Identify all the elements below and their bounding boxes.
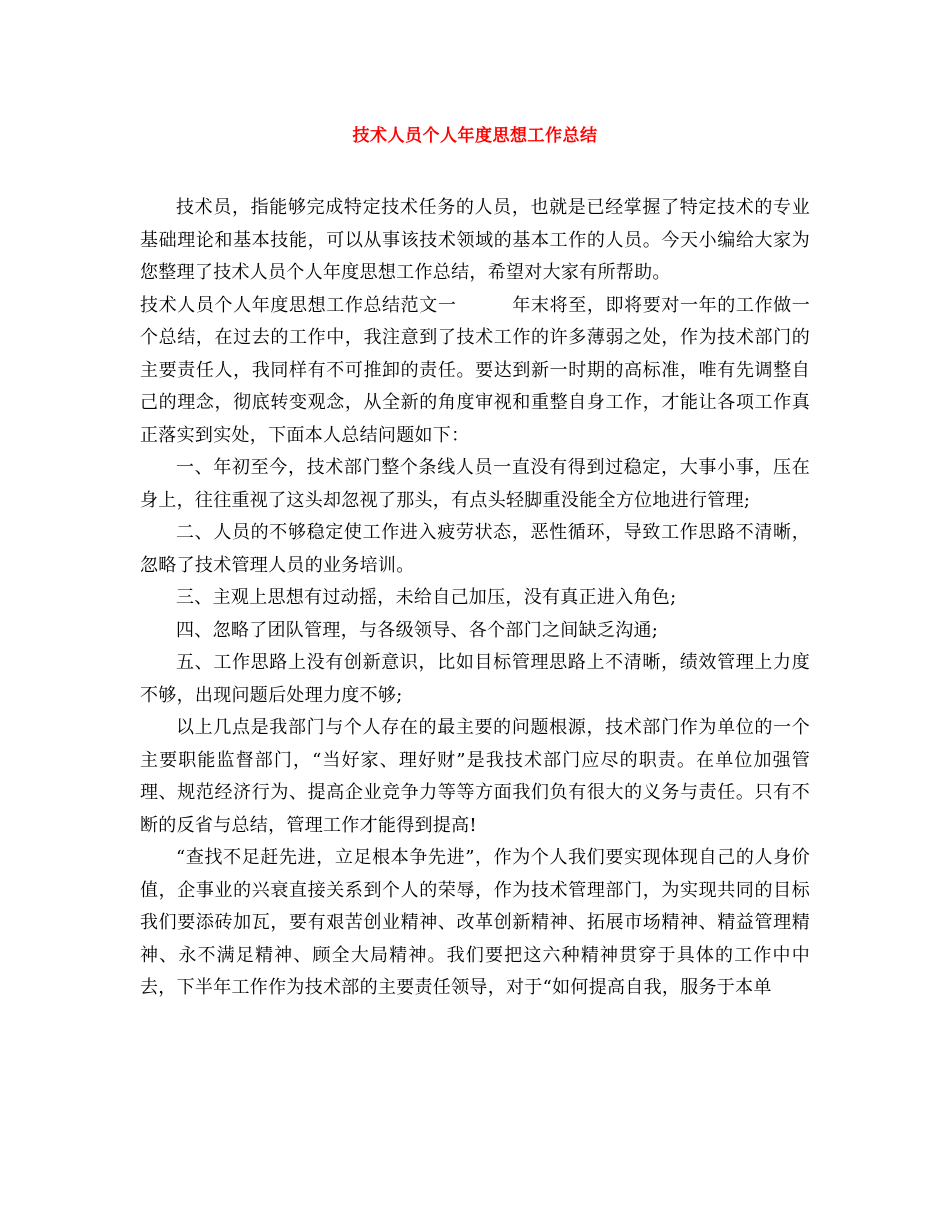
paragraph-sample-one-opening: 技术人员个人年度思想工作总结范文一 年末将至，即将要对一年的工作做一个总结，在过去的工作中，我注意到了技术工作的许多薄弱之处，作为技术部门的主要责任人，我同样有不可推卸的责任。要达到新一时期的高标准，唯有先调整自己的理念，彻底转变观念，从全新的角度审视和重整自身工作，才能让各项工作真正落实到实处，下面本人总结问题如下： xyxy=(140,294,810,446)
paragraph-issue-four: 四、忽略了团队管理，与各级领导、各个部门之间缺乏沟通; xyxy=(176,619,659,641)
paragraph-issue-three: 三、主观上思想有过动摇，未给自己加压，没有真正进入角色; xyxy=(176,587,677,608)
paragraph-issue-one: 一、年初至今，技术部门整个条线人员一直没有得到过稳定，大事小事，压在身上，往往重视了这头却忽视了那头，有点头轻脚重没能全方位地进行管理; xyxy=(140,457,810,511)
document-body xyxy=(140,192,810,1005)
document-title: 技术人员个人年度思想工作总结 xyxy=(352,126,598,146)
paragraph-summary: 以上几点是我部门与个人存在的最主要的问题根源，技术部门作为单位的一个主要职能监督部门，“当好家、理好财”是我技术部门应尽的职责。在单位加强管理、规范经济行为、提高企业竞争力等等方面我们负有很大的义务与责任。只有不断的反省与总结，管理工作才能得到提高! xyxy=(140,717,810,836)
paragraph-issue-five: 五、工作思路上没有创新意识，比如目标管理思路上不清晰，绩效管理上力度不够，出现问题后处理力度不够; xyxy=(140,652,810,706)
paragraph-issue-two: 二、人员的不够稳定使工作进入疲劳状态，恶性循环，导致工作思路不清晰，忽略了技术管理人员的业务培训。 xyxy=(140,522,810,576)
paragraph-spirit: “查找不足赶先进，立足根本争先进”，作为个人我们要实现体现自己的人身价值，企事业的兴衰直接关系到个人的荣辱，作为技术管理部门，为实现共同的目标我们要添砖加瓦，要有艰苦创业精神、改革创新精神、拓展市场精神、精益管理精神、永不满足精神、顾全大局精神。我们要把这六种精神贯穿于具体的工作中中去，下半年工作作为技术部的主要责任领导，对于“如何提高自我，服务于本单 xyxy=(140,847,810,998)
paragraph-intro: 技术员，指能够完成特定技术任务的人员，也就是已经掌握了特定技术的专业基础理论和基本技能，可以从事该技术领域的基本工作的人员。今天小编给大家为您整理了技术人员个人年度思想工作总结，希望对大家有所帮助。 xyxy=(140,197,810,283)
